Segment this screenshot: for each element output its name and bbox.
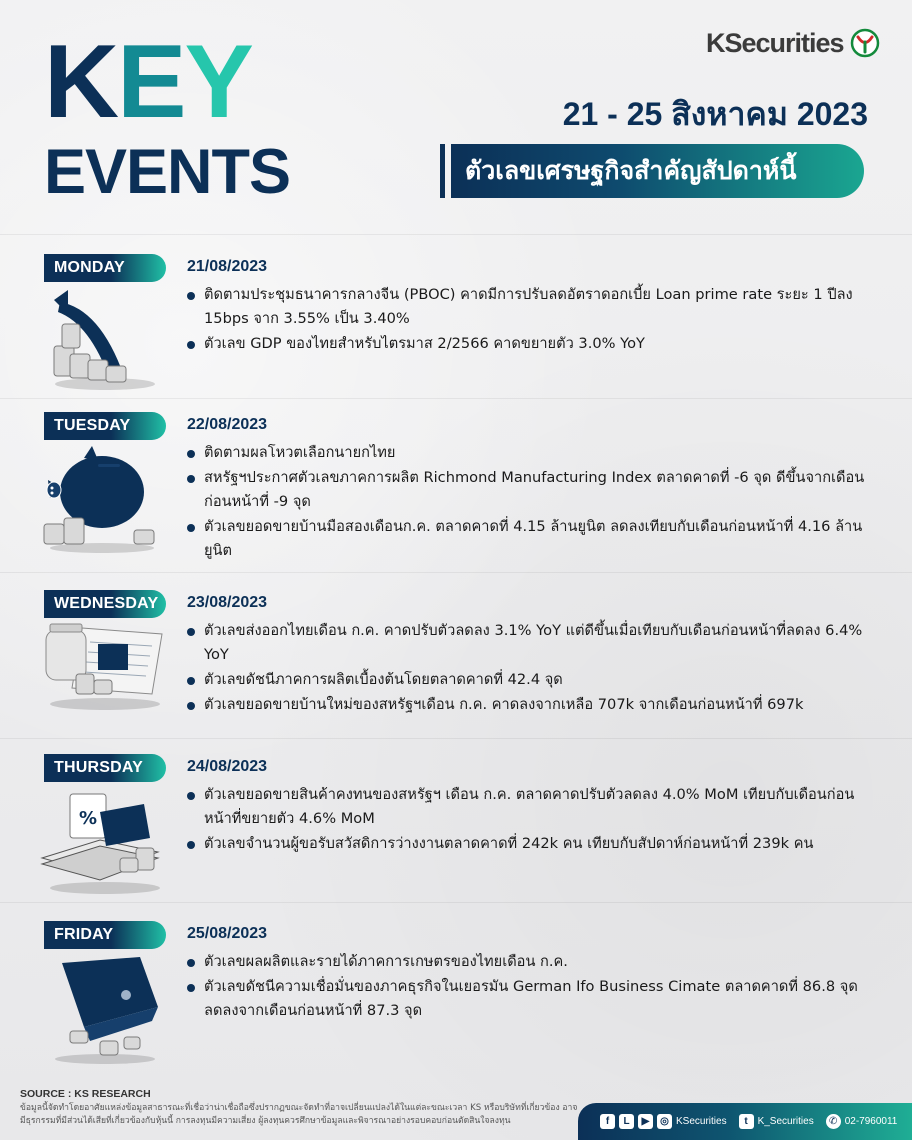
bullet-dot — [187, 702, 195, 710]
phone-icon[interactable]: ✆ — [826, 1114, 841, 1129]
event-item — [187, 466, 877, 514]
bullet-dot — [187, 475, 195, 483]
event-text: ตัวเลขส่งออกไทยเดือน ก.ค. คาดปรับตัวลดลง 3.1% YoY แต่ดีขึ้นเมื่อเทียบกับเดือนก่อนหน้าที่ลดลง 6.4% YoY — [204, 622, 863, 663]
event-item — [187, 515, 877, 563]
twitter-icon[interactable]: t — [739, 1114, 754, 1129]
event-item — [187, 332, 877, 356]
event-item — [187, 783, 877, 831]
key-letter-e: E — [117, 24, 185, 140]
key-letter-y: Y — [184, 24, 252, 140]
line-icon[interactable]: L — [619, 1114, 634, 1129]
events-title: EVENTS — [44, 137, 291, 207]
paper-fold — [0, 738, 912, 739]
piggy-bank-icon — [40, 446, 170, 556]
subtitle-fill — [451, 144, 864, 198]
event-item — [187, 832, 877, 856]
day-date: 23/08/2023 — [187, 594, 268, 611]
svg-text:%: % — [78, 808, 98, 829]
event-text: ตัวเลขยอดขายสินค้าคงทนของสหรัฐฯ เดือน ก.ค. ตลาดคาดปรับตัวลดลง 4.0% MoM เทียบกับเดือนก่อนหน้าที่ขยายตัว 4.6% MoM — [204, 786, 855, 827]
bullet-dot — [187, 677, 195, 685]
day-label: FRIDAY — [54, 926, 114, 943]
event-text: ตัวเลขยอดขายบ้านใหม่ของสหรัฐฯเดือน ก.ค. คาดลงจากเหลือ 707k จากเดือนก่อนหน้าที่ 697k — [204, 696, 804, 713]
event-list — [187, 783, 877, 857]
bullet-dot — [187, 792, 195, 800]
event-item — [187, 975, 877, 1023]
day-tab — [44, 754, 166, 782]
key-title — [44, 24, 252, 140]
bullet-dot — [187, 841, 195, 849]
bullet-dot — [187, 450, 195, 458]
wallet-coins-icon — [40, 955, 170, 1065]
subtitle-banner — [440, 144, 864, 198]
subtitle-accent — [440, 144, 445, 198]
paper-fold — [0, 902, 912, 903]
paper-fold — [0, 398, 912, 399]
day-date: 24/08/2023 — [187, 758, 268, 775]
event-text: ตัวเลข GDP ของไทยสำหรับไตรมาส 2/2566 คาดขยายตัว 3.0% YoY — [204, 335, 645, 352]
disclaimer: ข้อมูลนี้จัดทำโดยอาศัยแหล่งข้อมูลสาธารณะที่เชื่อว่าน่าเชื่อถือซึ่งปรากฏขณะจัดทำที่อาจเปลี่ยนแปลงได้ในแต่ละขณะเวลา KS หรือบริษัทที่เกี่ยวข้อง อาจมีธุรกรรมที่มีส่วนได้เสียที่เกี่ยวข้องกับหุ้นนี้ การลงทุนมีความเสี่ยง ผู้ลงทุนควรศึกษาข้อมูลและพิจารณาอย่างรอบคอบก่อนตัดสินใจลงทุน — [20, 1103, 578, 1126]
day-date: 25/08/2023 — [187, 925, 268, 942]
day-tab — [44, 412, 166, 440]
day-label: MONDAY — [54, 259, 125, 276]
bullet-dot — [187, 984, 195, 992]
subtitle-text: ตัวเลขเศรษฐกิจสำคัญสัปดาห์นี้ — [465, 156, 797, 185]
social-handle[interactable]: KSecurities — [676, 1116, 727, 1127]
bullet-dot — [187, 628, 195, 636]
bullet-dot — [187, 959, 195, 967]
instagram-icon[interactable]: ◎ — [657, 1114, 672, 1129]
event-text: สหรัฐฯประกาศตัวเลขภาคการผลิต Richmond Manufacturing Index ตลาดคาดที่ -6 จุด ดีขึ้นจากเดือนก่อนหน้าที่ -9 จุด — [204, 469, 865, 510]
jar-and-documents-icon — [40, 608, 170, 718]
brand-logo — [706, 26, 880, 60]
paper-fold — [0, 234, 912, 235]
date-range: 21 - 25 สิงหาคม 2023 — [562, 96, 868, 132]
event-text: ตัวเลขยอดขายบ้านมือสองเดือนก.ค. ตลาดคาดที่ 4.15 ล้านยูนิต ลดลงเทียบกับเดือนก่อนหน้าที่ 4.16 ล้านยูนิต — [204, 518, 863, 559]
day-label: TUESDAY — [54, 417, 131, 434]
facebook-icon[interactable]: f — [600, 1114, 615, 1129]
event-text: ติดตามผลโหวตเลือกนายกไทย — [204, 444, 396, 461]
day-tab — [44, 921, 166, 949]
bullet-dot — [187, 341, 195, 349]
event-text: ติดตามประชุมธนาคารกลางจีน (PBOC) คาดมีการปรับลดอัตราดอกเบี้ย Loan prime rate ระยะ 1 ปีลง 15bps จาก 3.55% เป็น 3.40% — [204, 286, 853, 327]
event-text: ตัวเลขผลผลิตและรายได้ภาคการเกษตรของไทยเดือน ก.ค. — [204, 953, 568, 970]
event-list — [187, 283, 877, 357]
day-label: THURSDAY — [54, 759, 144, 776]
event-list — [187, 950, 877, 1024]
source-label: SOURCE : KS RESEARCH — [20, 1088, 151, 1100]
bullet-dot — [187, 524, 195, 532]
paper-fold — [0, 572, 912, 573]
event-item — [187, 283, 877, 331]
youtube-icon[interactable]: ▶ — [638, 1114, 653, 1129]
event-list — [187, 619, 877, 718]
brand-name: KSecurities — [706, 27, 844, 58]
day-label: WEDNESDAY — [54, 595, 159, 612]
footer-bar — [578, 1103, 912, 1140]
event-text: ตัวเลขจำนวนผู้ขอรับสวัสดิการว่างงานตลาดคาดที่ 242k คน เทียบกับสัปดาห์ก่อนหน้าที่ 239k คน — [204, 835, 814, 852]
event-item — [187, 950, 877, 974]
twitter-handle[interactable]: K_Securities — [757, 1116, 814, 1127]
bullet-dot — [187, 292, 195, 300]
event-text: ตัวเลขดัชนีภาคการผลิตเบื้องต้นโดยตลาดคาดที่ 42.4 จุด — [204, 671, 563, 688]
phone-number[interactable]: 02-7960011 — [844, 1116, 898, 1127]
event-item — [187, 693, 877, 717]
event-item — [187, 441, 877, 465]
day-date: 22/08/2023 — [187, 416, 268, 433]
day-date: 21/08/2023 — [187, 258, 268, 275]
coin-stacks-chart-icon — [40, 284, 170, 394]
event-item — [187, 619, 877, 667]
key-letter-k: K — [44, 24, 118, 140]
kasikorn-leaf-icon — [850, 28, 880, 58]
event-list — [187, 441, 877, 564]
event-text: ตัวเลขดัชนีความเชื่อมั่นของภาคธุรกิจในเยอรมัน German Ifo Business Cimate ตลาดคาดที่ 86.8 จุด ลดลงจากเดือนก่อนหน้าที่ 87.3 จุด — [204, 978, 858, 1019]
percent-card-cash-icon — [40, 788, 170, 898]
day-tab — [44, 254, 166, 282]
event-item — [187, 668, 877, 692]
